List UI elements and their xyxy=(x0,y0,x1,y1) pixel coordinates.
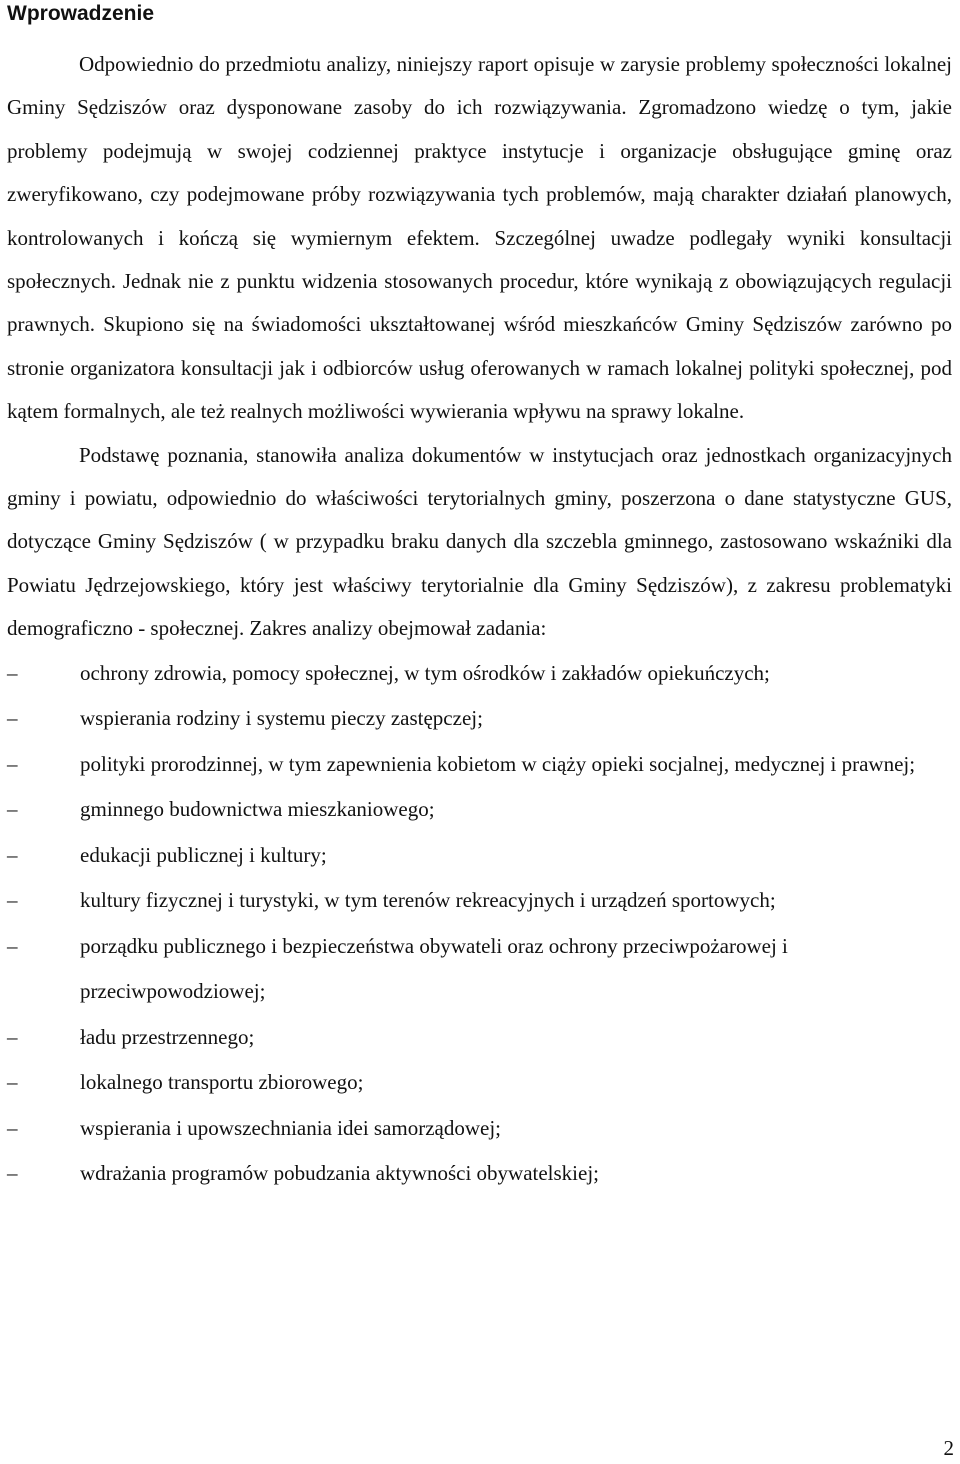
list-item-text: porządku publicznego i bezpieczeństwa obywateli oraz ochrony przeciwpożarowej i przeciwpowodziowej; xyxy=(80,933,788,1004)
list-dash-marker: – xyxy=(7,842,18,867)
list-item xyxy=(7,787,952,833)
list-item-text: kultury fizycznej i turystyki, w tym terenów rekreacyjnych i urządzeń sportowych; xyxy=(80,888,776,913)
list-item xyxy=(7,742,952,788)
page-number: 2 xyxy=(943,1436,954,1460)
list-item xyxy=(7,924,952,1015)
list-item-text: ochrony zdrowia, pomocy społecznej, w tym ośrodków i zakładów opiekuńczych; xyxy=(80,660,770,685)
list-item xyxy=(7,651,952,697)
methodology-paragraph: Podstawę poznania, stanowiła analiza dokumentów w instytucjach oraz jednostkach organizacyjnych gminy i powiatu, odpowiednio do właściwości terytorialnych gminy, poszerzona o dane statystyczne GUS, dotyczące Gminy Sędziszów ( w przypadku braku danych dla szczebla gminnego, zastosowano wskaźniki dla Powiatu Jędrzejowskiego, który jest właściwy terytorialnie dla Gminy Sędziszów), z zakresu problematyki demograficzno - społecznej. Zakres analizy obejmował zadania: xyxy=(7,442,952,641)
list-item-text: edukacji publicznej i kultury; xyxy=(80,842,327,867)
list-dash-marker: – xyxy=(7,888,18,913)
list-item xyxy=(7,1106,952,1152)
list-item-text: wspierania rodziny i systemu pieczy zastępczej; xyxy=(80,706,483,731)
intro-paragraph: Odpowiednio do przedmiotu analizy, niniejszy raport opisuje w zarysie problemy społeczności lokalnej Gminy Sędziszów oraz dysponowane zasoby do ich rozwiązywania. Zgromadzono wiedzę o tym, jakie problemy podejmują w swojej codziennej praktyce instytucje i organizacje obsługujące gminę oraz zweryfikowano, czy podejmowane próby rozwiązywania tych problemów, mają charakter działań planowych, kontrolowanych i kończą się wymiernym efektem. Szczególnej uwadze podlegały wyniki konsultacji społecznych. Jednak nie z punktu widzenia stosowanych procedur, które wynikają z obowiązujących regulacji prawnych. Skupiono się na świadomości ukształtowanej wśród mieszkańców Gminy Sędziszów zarówno po stronie organizatora konsultacji jak i odbiorców usług oferowanych w ramach lokalnej polityki społecznej, pod kątem formalnych, ale też realnych możliwości wywierania wpływu na sprawy lokalne. xyxy=(7,52,952,424)
list-item xyxy=(7,696,952,742)
list-item-text: wdrażania programów pobudzania aktywności obywatelskiej; xyxy=(80,1161,600,1186)
list-dash-marker: – xyxy=(7,797,18,822)
list-dash-marker: – xyxy=(7,1161,18,1186)
list-item-text: wspierania i upowszechniania idei samorządowej; xyxy=(80,1115,502,1140)
analysis-tasks-list xyxy=(7,651,952,1197)
list-item xyxy=(7,1151,952,1197)
list-item xyxy=(7,878,952,924)
list-item-text: polityki prorodzinnej, w tym zapewnienia kobietom w ciąży opieki socjalnej, medycznej i prawnej; xyxy=(80,751,916,776)
list-dash-marker: – xyxy=(7,751,18,776)
list-dash-marker: – xyxy=(7,706,18,731)
section-heading: Wprowadzenie xyxy=(7,2,155,25)
list-item-text: gminnego budownictwa mieszkaniowego; xyxy=(80,797,435,822)
list-item-text: ładu przestrzennego; xyxy=(80,1024,255,1049)
list-dash-marker: – xyxy=(7,1115,18,1140)
list-dash-marker: – xyxy=(7,1070,18,1095)
list-item xyxy=(7,1015,952,1061)
list-item xyxy=(7,1060,952,1106)
list-dash-marker: – xyxy=(7,660,18,685)
list-dash-marker: – xyxy=(7,933,18,958)
list-item xyxy=(7,833,952,879)
list-item-text: lokalnego transportu zbiorowego; xyxy=(80,1070,364,1095)
list-dash-marker: – xyxy=(7,1024,18,1049)
